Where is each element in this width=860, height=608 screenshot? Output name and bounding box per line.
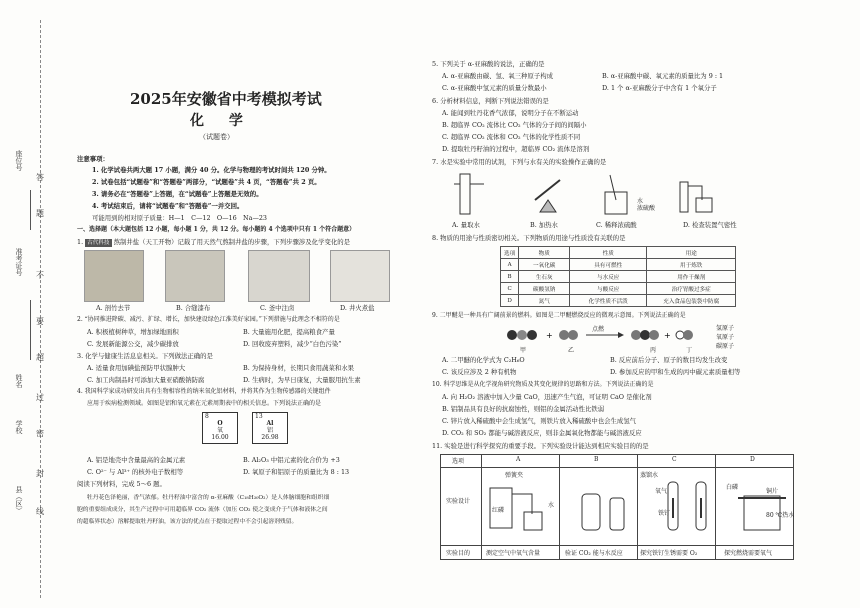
- table-header: 用途: [647, 247, 736, 259]
- reading-intro: 阅读下列材料，完成 5～6 题。: [77, 480, 166, 488]
- option: A. α-亚麻酸由碳、氢、氧三种原子构成: [442, 72, 554, 80]
- table-cell: 氮气: [519, 295, 570, 307]
- binding-margin: [0, 0, 64, 608]
- option: C. 超临界 CO₂ 流体和 CO₂ 气体的化学性质不同: [442, 133, 581, 141]
- option: A. 量取水: [452, 221, 480, 229]
- label-white-phosphorus: 白磷: [726, 484, 739, 491]
- label-distilled-water: 蒸馏水: [640, 472, 659, 479]
- option: A. 铝是地壳中含量最高的金属元素: [87, 456, 186, 464]
- label-copper-sheet: 铜片: [766, 488, 779, 495]
- option: B. 为保持身材，长期只食用蔬菜和水果: [243, 364, 355, 372]
- option: B. 反应前后分子、原子的数目均发生改变: [610, 356, 728, 364]
- table-header: D: [750, 456, 755, 463]
- option: A. 二甲醚的化学式为 C₂H₆O: [442, 356, 525, 364]
- option: D. 氧原子和铝原子的质量比为 8 : 13: [243, 468, 350, 476]
- table-cell: 一氧化碳: [519, 259, 570, 271]
- table-header: 选项: [501, 247, 519, 259]
- option: D. 1 个 α-亚麻酸分子中含有 1 个氧分子: [602, 84, 717, 92]
- label-nail: 铁钉: [658, 510, 671, 517]
- notice-item: 1. 化学试卷共两大题 17 小题，满分 40 分。化学与物理的考试时间共 120 分钟。: [92, 166, 331, 174]
- element-name: 铝: [266, 427, 273, 434]
- option: B. 铝制品具有良好的抗腐蚀性，则铝的金属活动性比铁弱: [442, 405, 605, 413]
- cut-mark: 不: [36, 271, 44, 280]
- legend-carbon: 碳原子: [716, 343, 735, 350]
- question-11-stem: 11. 实验是进行科学探究的重要手段。下列实验设计能达到相应实验目的的是: [432, 442, 649, 450]
- q8-table: [500, 246, 736, 307]
- option: A. 剖竹去节: [96, 304, 131, 312]
- q11-divider: [441, 545, 793, 546]
- tag-badge: 古代科技: [87, 240, 110, 246]
- element-cell-oxygen: [202, 412, 238, 444]
- option: B. 大量施用化肥，提高粮食产量: [243, 328, 335, 336]
- option: C. 锌片放入稀硫酸中会生成氢气，则铁片放入稀硫酸中也会生成氢气: [442, 417, 637, 425]
- option: C. 釜中注卤: [260, 304, 295, 312]
- label-hot-water: 80 ℃热水: [766, 512, 795, 519]
- option: C. 稀释浓硫酸: [596, 221, 637, 229]
- label-sulfuric-acid: 浓硫酸: [637, 205, 656, 212]
- table-cell: 充入食品包装袋中防腐: [647, 295, 736, 307]
- option: C. 该反应涉及 2 种有机物: [442, 368, 517, 376]
- school-label: 学校: [15, 420, 23, 434]
- option: D. 参加反应的甲和生成的丙中碳元素质量相等: [610, 368, 741, 376]
- notice-item: 2. 试卷包括“试题卷”和“答题卷”两部分，“试题卷”共 4 页，“答题卷”共 2 页。: [92, 178, 321, 186]
- option: D. 回收废弃塑料，减少“白色污染”: [243, 340, 342, 348]
- table-cell: C: [501, 283, 519, 295]
- question-3-stem: 3. 化学与健康生活息息相关。下列做法正确的是: [77, 352, 213, 360]
- option: B. α-亚麻酸中碳、氧元素的质量比为 9 : 1: [602, 72, 724, 80]
- exam-id-blank: [30, 300, 31, 360]
- exam-id-label: 准考证号: [15, 248, 23, 276]
- option: B. 加热水: [530, 221, 558, 229]
- county-label: 县（区）: [15, 486, 23, 514]
- test-tube-heating-icon: [535, 180, 560, 212]
- molecule-bing-icon: [631, 330, 659, 340]
- svg-text:+: +: [664, 331, 671, 340]
- q1-image-a: [84, 250, 144, 302]
- cut-mark: 封: [36, 469, 44, 478]
- seat-number-blank: [30, 190, 31, 230]
- question-7-stem: 7. 水是实验中常用的试剂，下列与水有关的实验操作正确的是: [432, 158, 607, 166]
- subject-title: 化 学: [190, 113, 253, 129]
- table-cell: B: [501, 271, 519, 283]
- table-header: 性质: [570, 247, 647, 259]
- option: A. 适量食用加碘盐预防甲状腺肿大: [87, 364, 186, 372]
- reading-text: 牡丹花色泽艳丽，香气浓郁。牡丹籽油中富含的 α-亚麻酸（C₁₈H₃₀O₂）是人体脑细胞和组织细: [87, 495, 330, 501]
- table-header: A: [516, 456, 521, 463]
- question-6-stem: 6. 分析材料信息，判断下列说法错误的是: [432, 97, 549, 105]
- row-label: 实验设计: [446, 498, 471, 505]
- option: C. O²⁻ 与 Al³⁺ 的核外电子数相等: [87, 468, 184, 476]
- svg-text:+: +: [546, 331, 553, 340]
- goal-cell: 验证 CO₂ 能与水反应: [565, 550, 623, 557]
- legend-hydrogen: 氢原子: [716, 325, 735, 332]
- table-cell: 化学性质不活泼: [570, 295, 647, 307]
- table-cell: 治疗胃酸过多症: [647, 283, 736, 295]
- table-cell: 具有可燃性: [570, 259, 647, 271]
- table-cell: 碳酸氢钠: [519, 283, 570, 295]
- subtitle: （试题卷）: [199, 133, 234, 141]
- table-cell: D: [501, 295, 519, 307]
- question-1-stem: 1. 古代科技 熬制井盐（天工开物）记载了用天然气熬制井盐的步骤，下列步骤涉及化学变化的是: [77, 238, 351, 246]
- exam-title: 2025年安徽省中考模拟考试: [130, 90, 322, 108]
- option: B. Al₂O₃ 中铝元素的化合价为 +3: [243, 456, 340, 464]
- table-cell: 用于炼铁: [647, 259, 736, 271]
- bottle-co2-icon: [582, 494, 624, 530]
- notice-heading: 注意事项：: [77, 155, 109, 163]
- cut-mark: 过: [36, 393, 44, 402]
- goal-cell: 探究燃烧需要氧气: [724, 550, 773, 557]
- molecule-ding-icon: [676, 330, 693, 340]
- q11-apparatus-figure: [482, 468, 795, 542]
- cut-mark: 超: [36, 353, 44, 362]
- label-bing: 丙: [650, 347, 657, 354]
- table-row: [501, 295, 736, 307]
- atomic-mass-note: 可能用到的相对原子质量：H—1 C—12 O—16 Na—23: [92, 214, 267, 222]
- reading-text: 的超临界状态）溶解提取牡丹籽油，该方法的优点在于提取过程中不会引起溶剂残留。: [77, 519, 298, 525]
- seat-number-label: 座位号: [15, 150, 23, 171]
- atomic-mass: 26.98: [261, 434, 279, 441]
- label-yi: 乙: [568, 347, 575, 354]
- cut-mark: 要: [36, 317, 44, 326]
- row-label: 实验目的: [446, 550, 471, 557]
- label-ding: 丁: [686, 347, 693, 354]
- element-name: 氧: [216, 427, 223, 434]
- legend-oxygen: 氧原子: [716, 334, 735, 341]
- question-10-stem: 10. 科学思维是从化学视角研究物质及其变化规律的思路和方法。下列说法正确的是: [432, 381, 654, 388]
- table-cell: A: [501, 259, 519, 271]
- option: D. 井火煮盐: [340, 304, 375, 312]
- option: D. 生病时，为早日康复，大量服用抗生素: [243, 376, 361, 384]
- element-symbol: O: [217, 420, 223, 427]
- cut-mark: 密: [36, 429, 44, 438]
- option: B. 超临界 CO₂ 流体比 CO₂ 气体的分子间的间隔小: [442, 121, 587, 129]
- reading-text: 胞的重要组成成分，其生产过程中可用超临界 CO₂ 流体（加压 CO₂ 使之变成介于气体和液体之间: [77, 507, 328, 513]
- option: D. 检查装置气密性: [683, 221, 737, 229]
- q7-apparatus-figure: [440, 170, 730, 220]
- element-cell-aluminum: [252, 412, 288, 444]
- table-cell: 用作干燥剂: [647, 271, 736, 283]
- option: D. 提取牡丹籽油的过程中，超临界 CO₂ 流体是溶剂: [442, 145, 590, 153]
- label-clamp: 弹簧夹: [505, 472, 524, 479]
- table-header: 选项: [452, 458, 465, 465]
- q11-header-row: [441, 455, 793, 468]
- molecule-yi-icon: [559, 330, 578, 340]
- element-symbol: Al: [266, 420, 274, 427]
- option: D. CO₂ 和 SO₂ 都能与碱溶液反应，则非金属氧化物都能与碱溶液反应: [442, 429, 642, 437]
- option: A. 积极植树种草，增加绿地面积: [87, 328, 179, 336]
- q1-image-b: [165, 250, 225, 302]
- table-header: B: [594, 456, 599, 463]
- cut-mark: 题: [36, 209, 44, 218]
- table-cell: 生石灰: [519, 271, 570, 283]
- table-cell: 与水反应: [570, 271, 647, 283]
- goal-cell: 测定空气中氧气含量: [486, 550, 541, 557]
- option: C. 加工肉制品时可添加大量亚硝酸钠防腐: [87, 376, 205, 384]
- question-4-stem-cont: 应用于疾病检测领域。如图是铝和氧元素在元素周期表中的相关信息。下列说法正确的是: [87, 400, 322, 407]
- question-2-stem: 2. “协同推进降碳、减污、扩绿、增长，加快建设绿色江淮美好家园。”下列措施与此理念不相符的是: [77, 316, 340, 323]
- label-water: 水: [548, 502, 555, 509]
- label-red-phosphorus: 红磷: [492, 507, 505, 514]
- question-4-stem: 4. 我国科学家成功研发出具有生物相容性的纳米氧化铝材料，并将其作为生物传感器的关键组件: [77, 388, 331, 395]
- table-header: C: [672, 456, 677, 463]
- question-9-stem: 9. 二甲醚是一种具有广阔前景的燃料。如图是二甲醚燃烧反应的微观示意图。下列说法正确的是: [432, 312, 686, 319]
- q1-image-c: [248, 250, 310, 302]
- atomic-mass: 16.00: [211, 434, 229, 441]
- table-row: [501, 259, 736, 271]
- table-header: 物质: [519, 247, 570, 259]
- notice-item: 4. 考试结束后，请将“试题卷”和“答题卷”一并交回。: [92, 202, 244, 210]
- section-heading: 一、选择题（本大题包括 12 小题，每小题 1 分，共 12 分。每小题的 4 个选项中只有 1 个符合题意）: [77, 226, 356, 233]
- option: C. 发展新能源公交，减少碳排放: [87, 340, 179, 348]
- option: A. 能闻到牡丹花香气浓郁，说明分子在不断运动: [442, 109, 579, 117]
- cut-mark: 线: [36, 507, 44, 516]
- atomic-number: 13: [255, 413, 263, 420]
- option: B. 合缝漆布: [176, 304, 211, 312]
- label-water: 水: [637, 198, 644, 205]
- label-jia: 甲: [520, 347, 527, 354]
- atomic-number: 8: [205, 413, 209, 420]
- molecule-jia-icon: [507, 330, 537, 340]
- notice-item: 3. 请务必在“答题卷”上答题，在“试题卷”上答题是无效的。: [92, 190, 263, 198]
- table-header-row: [501, 247, 736, 259]
- table-cell: 与酸反应: [570, 283, 647, 295]
- table-row: [501, 271, 736, 283]
- question-5-stem: 5. 下列关于 α-亚麻酸的说法，正确的是: [432, 60, 545, 68]
- label-ignite: 点燃: [592, 326, 605, 333]
- test-tube-nail-icon: [668, 482, 706, 530]
- airtightness-check-icon: [680, 182, 712, 212]
- option: C. α-亚麻酸中氢元素的质量分数最小: [442, 84, 547, 92]
- table-row: [501, 283, 736, 295]
- beaker-dilution-icon: [605, 175, 627, 214]
- graduated-cylinder-icon: [454, 174, 484, 214]
- name-label: 姓名: [15, 374, 23, 388]
- cut-mark: 答: [36, 173, 44, 182]
- option: A. 向 H₂O₂ 溶液中加入少量 CaO，迅速产生气泡，可证明 CaO 是催化剂: [442, 393, 652, 401]
- q1-image-d: [330, 250, 390, 302]
- question-1-text: 熬制井盐（天工开物）记载了用天然气熬制井盐的步骤，下列步骤涉及化学变化的是: [113, 238, 351, 246]
- goal-cell: 探究铁钉生锈需要 O₂: [640, 550, 698, 557]
- label-oxygen: 氧气: [655, 488, 668, 495]
- question-8-stem: 8. 物质的用途与性质密切相关。下列物质的用途与性质没有关联的是: [432, 234, 626, 242]
